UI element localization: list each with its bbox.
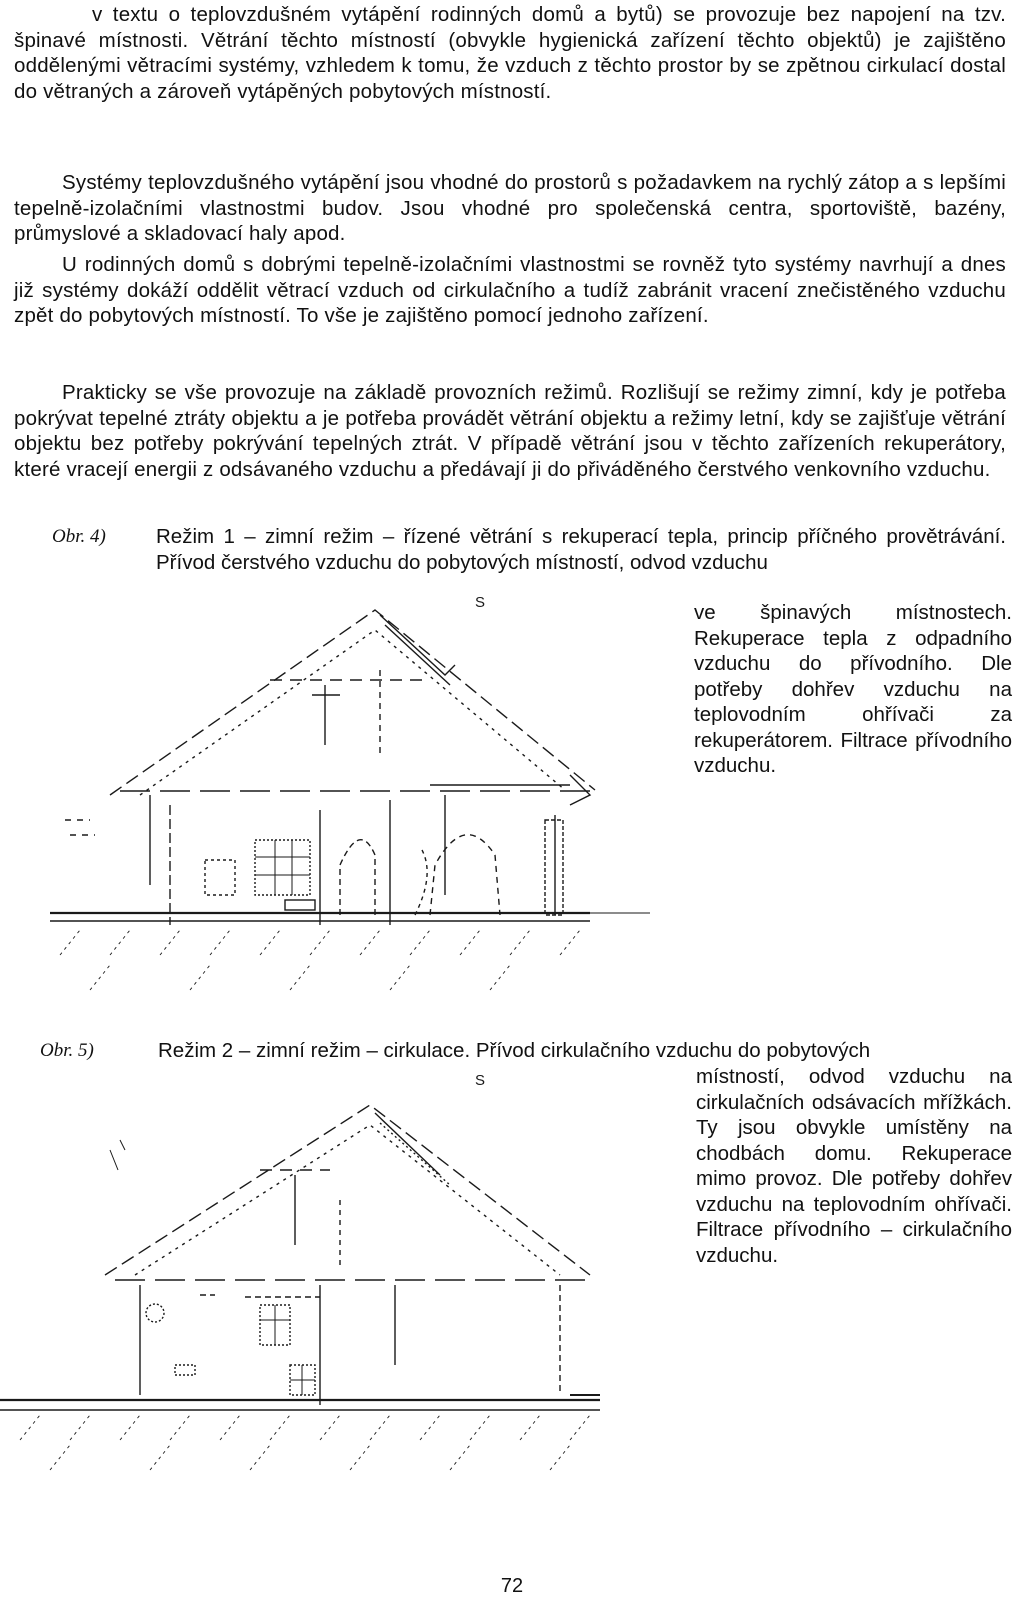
paragraph-1: v textu o teplovzdušném vytápění rodinných domů a bytů) se provozuje bez napojení na tzv. špinavé místnosti. Větrání těchto místností (obvykle hygienická zařízení těchto objektů) je zajištěno oddělenými větracími systémy, vzhledem k tomu, že vzduch z těchto prostor by se zpětnou cirkulací dostal do větraných a zároveň vytápěných pobytových místností. [14, 3, 1006, 103]
figure-4-label: Obr. 4) [52, 526, 106, 547]
house-section-drawing-5 [0, 1065, 680, 1485]
figure-4-caption: Režim 1 – zimní režim – řízené větrání s rekuperací tepla, princip příčného provětrávání. Přívod čerstvého vzduchu do pobytových místností, odvod vzduchu [156, 525, 1006, 574]
figure-5-caption: Režim 2 – zimní režim – cirkulace. Přívod cirkulačního vzduchu do pobytových [158, 1039, 871, 1062]
figure-5-label: Obr. 5) [40, 1040, 94, 1061]
figure-5-house-diagram [0, 1065, 680, 1485]
paragraph-3: U rodinných domů s dobrými tepelně-izolačními vlastnostmi se rovněž tyto systémy navrhují a dnes již systémy dokáží oddělit větrací vzduch od cirkulačního a tudíž zabránit vracení znečistěného vzduchu zpět do pobytových místností. To vše je zajištěno pomocí jednoho zařízení. [14, 253, 1006, 327]
figure-5-side-text: místností, odvod vzduchu na cirkulačních odsávacích mřížkách. Ty jsou obvykle umístěny na chodbách domu. Rekuperace mimo provoz. Dle potřeby dohřev vzduchu na teplovodním ohřívači. Filtrace přívodního – cirkulačního vzduchu. [696, 1065, 1012, 1267]
house-section-drawing-4 [50, 595, 680, 1000]
paragraph-4: Prakticky se vše provozuje na základě provozních režimů. Rozlišují se režimy zimní, kdy je potřeba pokrývat tepelné ztráty objektu a je potřeba provádět větrání objektu a režimy letní, kdy se zajišťuje větrání objektu bez potřeby pokrývání tepelných ztrát. V případě větrání jsou v těchto zařízeních rekuperátory, které vracejí energii z odsávaného vzduchu a předávají ji do přiváděného čerstvého venkovního vzduchu. [14, 381, 1006, 481]
page-number: 72 [500, 1575, 524, 1597]
paragraph-2: Systémy teplovzdušného vytápění jsou vhodné do prostorů s požadavkem na rychlý zátop a s lepšími tepelně-izolačními vlastnostmi budov. Jsou vhodné pro společenská centra, sportoviště, bazény, průmyslové a skladovací haly apod. [14, 171, 1006, 245]
figure-4-marker: S [475, 595, 486, 611]
figure-5-marker: S [475, 1072, 486, 1089]
figure-4-house-diagram [50, 595, 680, 1000]
figure-4-side-text: ve špinavých místnostech. Rekuperace tepla z odpadního vzduchu do přívodního. Dle potřeby dohřev vzduchu na teplovodním ohřívači za rekuperátorem. Filtrace přívodního vzduchu. [694, 601, 1012, 777]
